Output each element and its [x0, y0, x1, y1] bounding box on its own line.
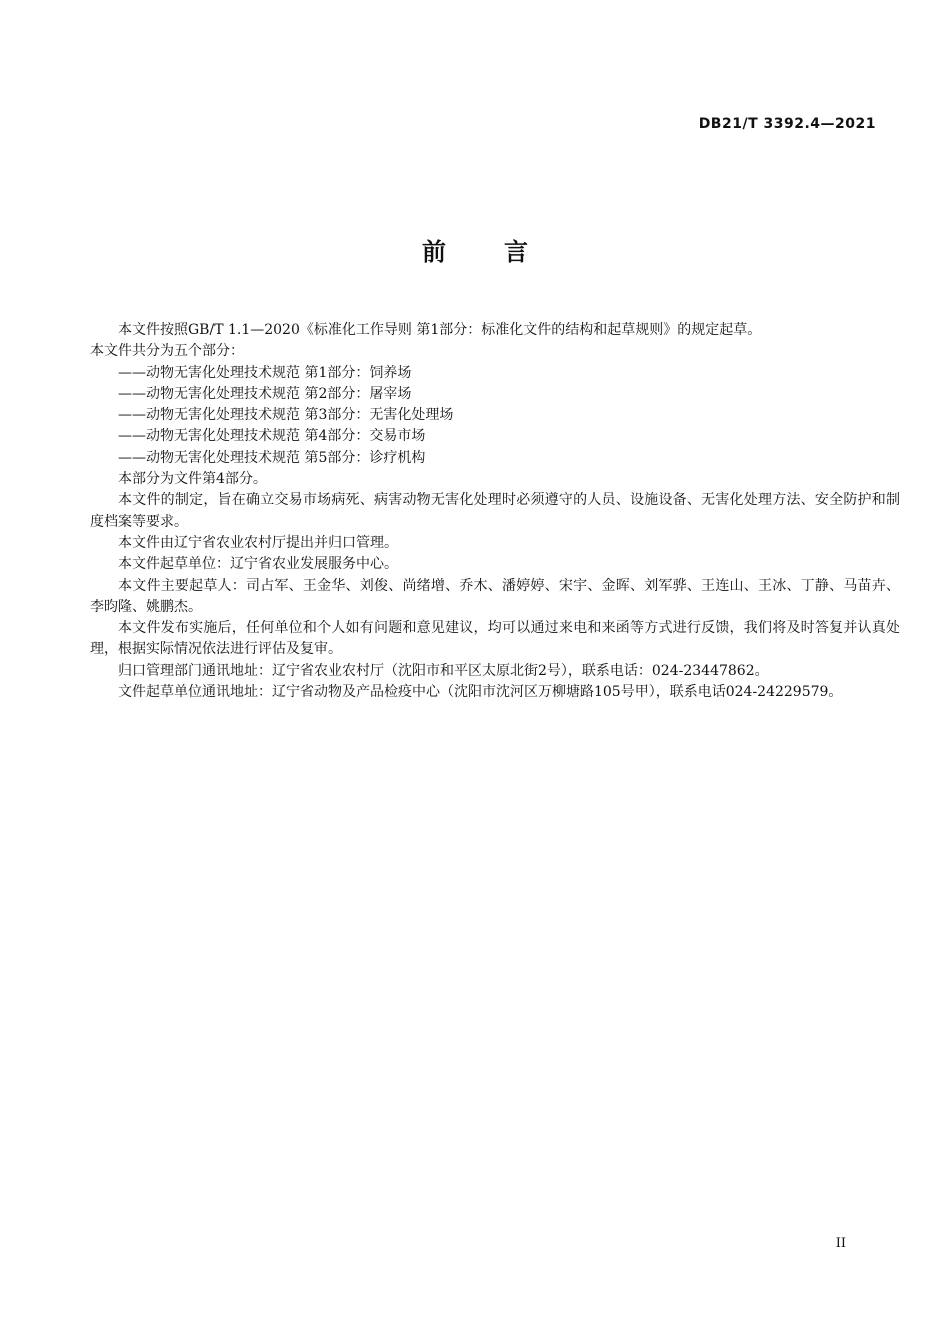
- paragraph-this-part: 本部分为文件第4部分。: [118, 471, 267, 488]
- list-item-part-2: ——动物无害化处理技术规范 第2部分：屠宰场: [118, 385, 412, 402]
- paragraph-proposer: 本文件由辽宁省农业农村厅提出并归口管理。: [118, 534, 398, 551]
- paragraph-drafter-address: 文件起草单位通讯地址：辽宁省动物及产品检疫中心（沈阳市沈河区万柳塘路105号甲），联系电话024-24229579。: [118, 684, 843, 701]
- paragraph-feedback: 本文件发布实施后，任何单位和个人如有问题和意见建议，均可以通过来电和来函等方式进行反馈，我们将及时答复并认真处理，根据实际情况依法进行评估及复审。: [90, 620, 900, 658]
- document-code: DB21/T 3392.4—2021: [698, 116, 876, 132]
- foreword-body: [90, 320, 900, 703]
- page-number: II: [835, 1236, 846, 1251]
- paragraph-drafting-unit: 本文件起草单位：辽宁省农业发展服务中心。: [118, 556, 398, 573]
- paragraph-parts-intro: 本文件共分为五个部分：: [90, 343, 244, 360]
- list-item-part-1: ——动物无害化处理技术规范 第1部分：饲养场: [118, 364, 412, 381]
- paragraph-purpose: 本文件的制定，旨在确立交易市场病死、病害动物无害化处理时必须遵守的人员、设施设备、无害化处理方法、安全防护和制度档案等要求。: [90, 492, 900, 530]
- list-item-part-3: ——动物无害化处理技术规范 第3部分：无害化处理场: [118, 407, 454, 424]
- page-title: 前言: [422, 238, 586, 266]
- list-item-part-4: ——动物无害化处理技术规范 第4部分：交易市场: [118, 428, 426, 445]
- paragraph-authority-address: 归口管理部门通讯地址：辽宁省农业农村厅（沈阳市和平区太原北街2号），联系电话：024-23447862。: [118, 662, 769, 679]
- paragraph-drafting-rules: 本文件按照GB/T 1.1—2020《标准化工作导则 第1部分：标准化文件的结构和起草规则》的规定起草。: [118, 322, 762, 338]
- list-item-part-5: ——动物无害化处理技术规范 第5部分：诊疗机构: [118, 449, 426, 466]
- paragraph-drafters: 本文件主要起草人：司占军、王金华、刘俊、尚绪增、乔木、潘婷婷、宋宇、金晖、刘军骅、王连山、王冰、丁静、马苗卉、李昀隆、姚鹏杰。: [90, 577, 900, 615]
